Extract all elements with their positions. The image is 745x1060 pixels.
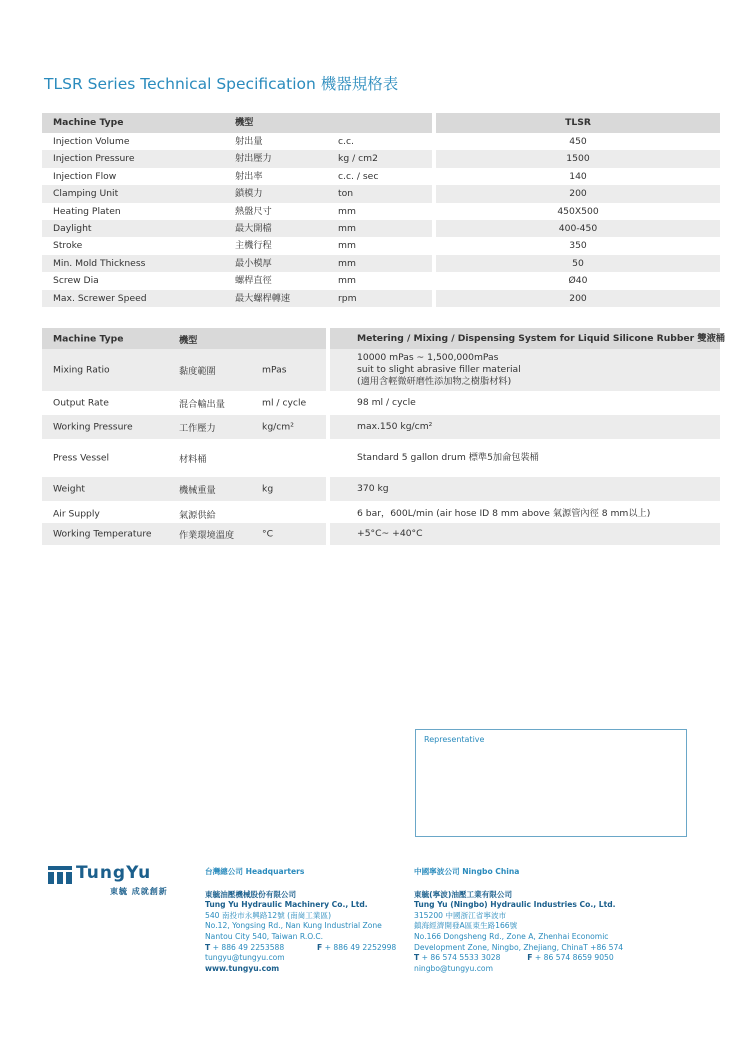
ningbo-fax: + 86 574 8659 9050 [534, 953, 614, 963]
row-label-zh: 螺桿直徑 [235, 275, 272, 287]
row-value: 450X500 [557, 205, 599, 217]
table-row [42, 415, 720, 439]
ningbo-company-zh: 東毓(寧波)油壓工業有限公司 [414, 889, 513, 899]
row-label-zh: 鎖模力 [235, 188, 263, 200]
row-value-line: 6 bar，600L/min (air hose ID 8 mm above 氣源管內徑 8 mm以上) [357, 508, 651, 519]
header-value: Metering / Mixing / Dispensing System for Liquid Silicone Rubber 雙液桶 [357, 332, 725, 344]
row-value: 400-450 [558, 222, 598, 234]
row-value [357, 352, 727, 388]
table-header-row [42, 328, 725, 349]
header-zh: 機型 [179, 334, 198, 346]
table-row [42, 290, 720, 307]
hq-company-zh: 東毓油壓機械股份有限公司 [205, 889, 297, 899]
row-value-line: Standard 5 gallon drum 標準5加侖包裝桶 [357, 452, 539, 463]
header-en: Machine Type [53, 333, 124, 344]
row-unit: c.c. / sec [338, 170, 379, 182]
row-label-zh: 作業環境溫度 [179, 530, 235, 541]
hq-addr-line: 540 南投市永興路12號 (南崗工業區) [205, 910, 332, 920]
hq-tel-label: T [205, 942, 211, 952]
hq-phone-fax [205, 943, 396, 954]
row-label-en: Working Temperature [53, 528, 152, 540]
hq-company-en: Tung Yu Hydraulic Machinery Co., Ltd. [205, 900, 368, 910]
spec-table-tlsr [42, 113, 720, 307]
table-row [42, 133, 720, 150]
table-row [42, 507, 720, 521]
ningbo-email[interactable]: ningbo@tungyu.com [414, 963, 493, 973]
table-row [42, 237, 720, 254]
table-row [42, 168, 720, 185]
hq-fax: + 886 49 2252998 [324, 942, 397, 952]
row-label-zh: 射出量 [235, 136, 263, 147]
row-label-en: Working Pressure [53, 421, 133, 433]
representative-box [415, 729, 687, 837]
table-row [42, 185, 720, 202]
row-value-line: 10000 mPas ~ 1,500,000mPas [357, 352, 499, 363]
row-unit: ml / cycle [262, 397, 307, 409]
hq-addr-line: No.12, Yongsing Rd., Nan Kung Industrial Zone [205, 921, 382, 931]
page-title: TLSR Series Technical Specification 機器規格表 [44, 75, 399, 93]
row-label-en: Injection Pressure [53, 153, 135, 165]
hq-address [205, 867, 396, 974]
table-row [42, 477, 720, 501]
row-label-en: Air Supply [53, 508, 100, 520]
row-value-line: +5°C~ +40°C [357, 528, 423, 539]
row-label-zh: 材料桶 [179, 454, 207, 465]
row-label-en: Min. Mold Thickness [53, 257, 146, 269]
row-value [357, 528, 727, 540]
row-label-zh: 熱盤尺寸 [235, 205, 272, 217]
logo-name: TungYu [76, 863, 152, 883]
row-label-en: Weight [53, 483, 86, 495]
row-label-en: Press Vessel [53, 452, 110, 464]
row-unit: °C [262, 528, 274, 540]
hq-fax-label: F [317, 942, 323, 952]
row-label-en: Injection Volume [53, 136, 130, 147]
row-unit: kg / cm2 [338, 153, 378, 165]
row-label-zh: 射出率 [235, 170, 263, 182]
row-label-en: Daylight [53, 222, 92, 234]
row-label-en: Heating Platen [53, 205, 121, 217]
row-unit: mm [338, 257, 356, 269]
row-unit: mm [338, 275, 356, 287]
row-value: 350 [569, 240, 587, 252]
row-value: 200 [569, 188, 587, 200]
row-value [357, 397, 727, 409]
row-label-en: Output Rate [53, 397, 109, 409]
hq-heading: 台灣總公司 Headquarters [205, 867, 305, 876]
row-label-zh: 機械重量 [179, 485, 216, 496]
header-en: Machine Type [53, 117, 124, 128]
table-header-row [42, 113, 720, 133]
row-value-line: max.150 kg/cm² [357, 421, 433, 432]
row-label-zh: 射出壓力 [235, 153, 272, 165]
row-unit: rpm [338, 292, 357, 304]
row-unit: kg [262, 483, 274, 495]
hq-email[interactable]: tungyu@tungyu.com [205, 953, 285, 963]
ningbo-company-en: Tung Yu (Ningbo) Hydraulic Industries Co., Ltd. [414, 900, 616, 910]
representative-label: Representative [424, 735, 485, 744]
row-label-en: Stroke [53, 240, 83, 252]
row-value: Ø40 [568, 275, 588, 287]
table-row [42, 150, 720, 167]
hq-tel: + 886 49 2253588 [212, 942, 285, 952]
table-row [42, 391, 720, 415]
row-unit: mm [338, 222, 356, 234]
row-value: 140 [569, 170, 587, 182]
row-value: 200 [569, 292, 587, 304]
row-label-zh: 混合輸出量 [179, 399, 225, 410]
row-unit: ton [338, 188, 354, 200]
row-unit: mm [338, 240, 356, 252]
row-label-en: Max. Screwer Speed [53, 292, 147, 304]
spec-table-dispensing [42, 328, 725, 545]
row-label-en: Clamping Unit [53, 188, 119, 200]
row-label-zh: 氣源供給 [179, 510, 216, 521]
ningbo-tel: + 86 574 5533 3028 [421, 953, 501, 963]
row-unit: mm [338, 205, 356, 217]
ningbo-phone-fax [414, 953, 623, 964]
row-label-en: Injection Flow [53, 170, 117, 182]
hq-website-link[interactable]: www.tungyu.com [205, 963, 280, 973]
ningbo-addr-line: 315200 中國浙江省寧波市 [414, 910, 507, 920]
row-label-zh: 最大開檔 [235, 222, 272, 234]
row-value [357, 421, 727, 433]
row-value: 450 [569, 136, 587, 147]
row-label-en: Mixing Ratio [53, 364, 110, 376]
ningbo-heading: 中國寧波公司 Ningbo China [414, 867, 520, 876]
header-zh: 機型 [235, 117, 254, 128]
row-value: 1500 [566, 153, 590, 165]
row-unit: mPas [262, 364, 287, 376]
ningbo-fax-label: F [527, 953, 533, 963]
row-unit: kg/cm² [262, 421, 294, 433]
row-label-zh: 工作壓力 [179, 423, 216, 434]
row-label-zh: 最小模厚 [235, 257, 272, 269]
ningbo-addr-line: No.166 Dongsheng Rd., Zone A, Zhenhai Economic [414, 931, 609, 941]
ningbo-address [414, 867, 623, 974]
row-value [357, 508, 727, 520]
row-value-line: 370 kg [357, 483, 389, 494]
row-value-line: (適用含輕微研磨性添加物之樹脂材料) [357, 376, 512, 387]
row-value: 50 [572, 257, 584, 269]
row-value [357, 452, 727, 464]
row-label-zh: 主機行程 [235, 240, 272, 252]
row-value-line: suit to slight abrasive filler material [357, 364, 521, 375]
row-label-en: Screw Dia [53, 275, 99, 287]
hq-addr-line: Nantou City 540, Taiwan R.O.C. [205, 931, 324, 941]
table-row [42, 349, 720, 391]
row-value-line: 98 ml / cycle [357, 397, 416, 408]
table-row [42, 255, 720, 272]
table-row [42, 439, 720, 477]
row-unit: c.c. [338, 136, 354, 147]
logo-tagline: 東毓 成就創新 [110, 887, 168, 896]
ningbo-addr-line: 鎮海經濟開發A區東生路166號 [414, 921, 518, 931]
table-row [42, 272, 720, 289]
ningbo-addr-line: Development Zone, Ningbo, Zhejiang, ChinaT +86 574 [414, 942, 624, 952]
row-label-zh: 黏度範圍 [179, 366, 216, 377]
header-value: TLSR [565, 117, 591, 128]
company-logo [48, 864, 178, 900]
table-row [42, 203, 720, 220]
tungyu-logo-icon [48, 866, 72, 884]
table-row [42, 220, 720, 237]
table-row [42, 523, 720, 545]
row-value [357, 483, 727, 495]
row-label-zh: 最大螺桿轉速 [235, 292, 291, 304]
ningbo-tel-label: T [414, 953, 420, 963]
